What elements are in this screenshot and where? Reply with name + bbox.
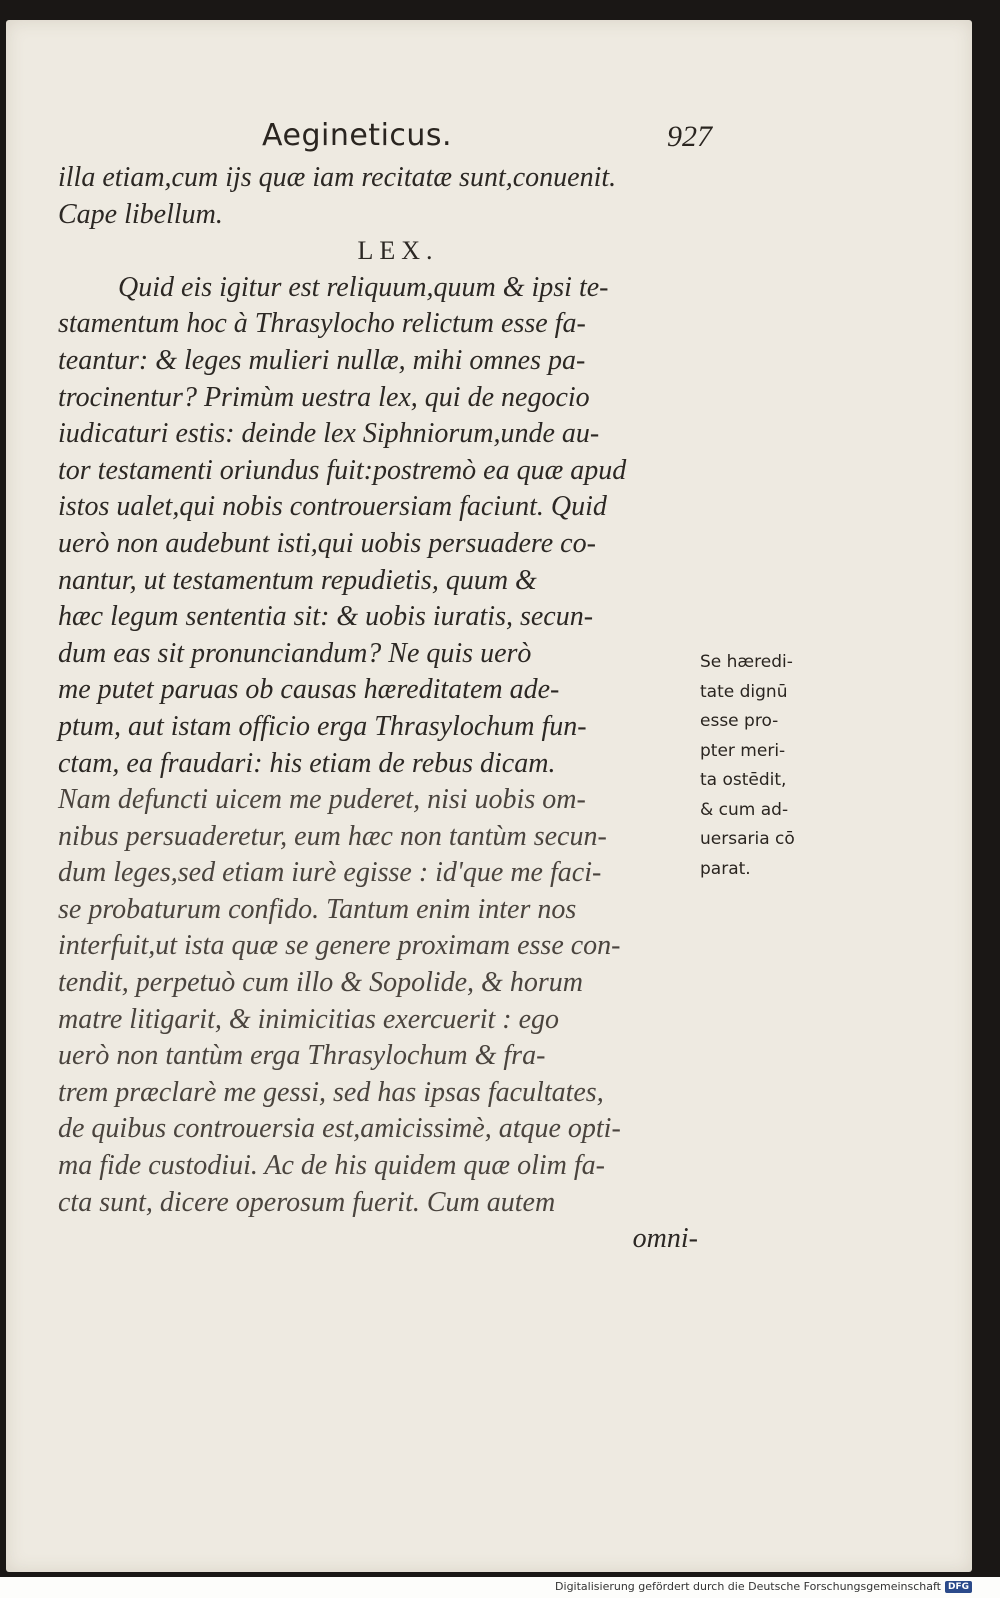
margin-note-line: parat. <box>700 858 751 879</box>
text-line: Nam defuncti uicem me puderet, nisi uobis om- <box>58 784 586 816</box>
credit-text: Digitalisierung gefördert durch die Deutsche Forschungsgemeinschaft <box>555 1580 941 1593</box>
text-line: teantur: & leges mulieri nullæ, mihi omnes pa- <box>58 344 586 376</box>
text-line: se probaturum confido. Tantum enim inter nos <box>58 893 577 925</box>
text-line: ctam, ea fraudari: his etiam de rebus dicam. <box>58 747 556 779</box>
text-line: cta sunt, dicere operosum fuerit. Cum autem <box>58 1186 556 1218</box>
page-number: 927 <box>667 120 712 153</box>
dfg-logo-icon: DFG <box>945 1581 972 1593</box>
text-line: Cape libellum. <box>58 198 223 230</box>
text-line: de quibus controuersia est,amicissimè, atque opti- <box>58 1113 621 1145</box>
margin-note-line: & cum ad- <box>700 799 789 820</box>
text-line: interfuit,ut ista quæ se genere proximam esse con- <box>58 930 621 962</box>
text-line: istos ualet,qui nobis controuersiam faciunt. Quid <box>58 491 607 523</box>
margin-note-line: ta ostēdit, <box>700 770 787 790</box>
text-line: dum leges,sed etiam iurè egisse : id'que me faci- <box>58 857 602 889</box>
page-header <box>262 118 712 158</box>
text-line: ma fide custodiui. Ac de his quidem quæ olim fa- <box>58 1150 605 1182</box>
main-text <box>58 160 698 1258</box>
text-line: dum eas sit pronunciandum? Ne quis uerò <box>58 637 532 669</box>
running-title: Aegineticus. <box>262 118 453 153</box>
margin-note-line: pter meri- <box>700 740 786 761</box>
digitization-credit <box>555 1580 972 1593</box>
section-heading: LEX. <box>357 236 439 266</box>
margin-note-line: esse pro- <box>700 711 779 731</box>
text-line: trem præclarè me gessi, sed has ipsas facultates, <box>58 1076 604 1108</box>
text-line: nantur, ut testamentum repudietis, quum & <box>58 564 537 596</box>
margin-note-line: uersaria cō <box>700 829 795 849</box>
margin-note-line: tate dignū <box>700 681 788 702</box>
text-line: hæc legum sententia sit: & uobis iuratis, secun- <box>58 601 594 633</box>
text-line: uerò non tantùm erga Thrasylochum & fra- <box>58 1040 546 1072</box>
text-line: uerò non audebunt isti,qui uobis persuadere co- <box>58 527 596 559</box>
text-line: me putet paruas ob causas hæreditatem ade- <box>58 674 560 706</box>
text-line: tendit, perpetuò cum illo & Sopolide, & horum <box>58 967 583 999</box>
margin-note-line: Se hæredi- <box>700 652 793 672</box>
text-line: nibus persuaderetur, eum hæc non tantùm secun- <box>58 820 607 852</box>
text-line: ptum, aut istam officio erga Thrasylochum fun- <box>58 710 587 742</box>
marginal-note <box>700 648 830 884</box>
text-line: iudicaturi estis: deinde lex Siphniorum,unde au- <box>58 418 600 450</box>
text-line: stamentum hoc à Thrasylocho relictum esse fa- <box>58 308 586 340</box>
text-line: trocinentur? Primùm uestra lex, qui de negocio <box>58 381 590 413</box>
catchword: omni- <box>632 1223 698 1255</box>
text-line: matre litigarit, & inimicitias exercuerit : ego <box>58 1003 560 1035</box>
text-line: illa etiam,cum ijs quæ iam recitatæ sunt,conuenit. <box>58 162 617 193</box>
text-line: tor testamenti oriundus fuit:postremò ea quæ apud <box>58 454 627 486</box>
text-line: Quid eis igitur est reliquum,quum & ipsi te- <box>118 271 609 303</box>
